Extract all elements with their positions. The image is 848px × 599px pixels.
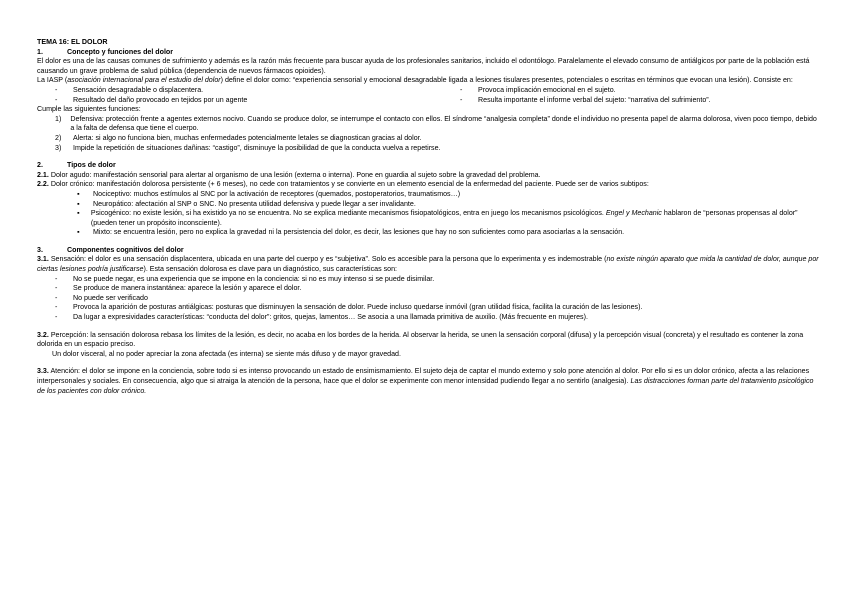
s3-2-paragraph: 3.2. Percepción: la sensación dolorosa rebasa los límites de la lesión, es decir, no acaba en los bordes de la herida. Al observar la herida, se unen la sensación corporal (difusa) y la percepción visual (concreta) y el resultado es contener la zona dolorida en un espacio preciso. xyxy=(37,330,804,349)
list-item: ▪ Mixto: se encuentra lesión, pero no explica la gravedad ni la persistencia del dolor, es decir, las lesiones que hay no son suficientes como para asociarlas a la sensación. xyxy=(77,228,625,237)
s2-2-paragraph: 2.2. Dolor crónico: manifestación dolorosa persistente (+ 6 meses), no cede con tratamientos y se convierte en un elemento esencial de la enfermedad del paciente. Puede ser de varios subtipos: xyxy=(37,180,649,189)
list-item: - Provoca la aparición de posturas antiálgicas: posturas que disminuyen la sensación de dolor. Puede incluso quedarse inmóvil (gran utilidad física, facilita la curación de las lesiones). xyxy=(55,303,643,312)
list-item: - No puede ser verificado xyxy=(55,293,148,302)
s1-characteristics-list xyxy=(37,86,819,105)
s2-1-paragraph: 2.1. Dolor agudo: manifestación sensorial para alertar al organismo de una lesión (externa o interna). Pone en guardia al sujeto sobre la gravedad del problema. xyxy=(37,170,541,179)
list-item: - Resultado del daño provocado en tejidos por un agente xyxy=(55,95,248,104)
section-3-heading: 3. Componentes cognitivos del dolor xyxy=(37,245,184,254)
document-title: TEMA 16: EL DOLOR xyxy=(37,38,108,46)
list-item: - Da lugar a expresividades características: “conducta del dolor”: gritos, quejas, lamentos… Se asocia a una llamada primitiva de auxilio. (Más frecuente en mujeres). xyxy=(55,313,588,322)
section-1-heading: 1. Concepto y funciones del dolor xyxy=(37,47,174,56)
list-item: - Provoca implicación emocional en el sujeto. xyxy=(460,85,616,94)
list-item: - Resulta importante el informe verbal del sujeto: “narrativa del sufrimiento”. xyxy=(460,95,711,104)
list-item: ▪ Nociceptivo: muchos estímulos al SNC por la activación de receptores (quemados, postoperatorios, traumatismos…) xyxy=(77,189,461,198)
list-item: - Se produce de manera instantánea: aparece la lesión y aparece el dolor. xyxy=(55,284,302,293)
s1-paragraph-1: El dolor es una de las causas comunes de sufrimiento y además es la razón más frecuente para buscar ayuda de los profesionales sanitarios, incluido el odontólogo. Paralelamente el elevado consumo de antiálgicos por parte de la población está causando un grave problema de salud pública (dependencia de nuevos fármacos opioides). xyxy=(37,57,810,75)
s3-2-paragraph-b: Un dolor visceral, al no poder apreciar la zona afectada (es interna) se siente más difuso y de mayor gravedad. xyxy=(52,349,401,358)
list-item: ▪ Psicogénico: no existe lesión, si ha existido ya no se encuentra. No se explica mediante mecanismos fisiopatológicos, entra en juego los mecanismos psicológicos. Engel y Mechanic hablaron de “personas propensas al dolor” (pueden tener un propósito inconsciente). xyxy=(77,209,798,227)
s3-characteristics-list xyxy=(37,275,819,323)
list-item: 1) Defensiva: protección frente a agentes externos nocivo. Cuando se produce dolor, se interrumpe el contacto con ellos. El síndrome “analgesia completa” donde el individuo no presenta papel de alarma dolorosa, viven poco tiempo, debido a la falta de defensa que tiene el cuerpo. xyxy=(55,114,817,133)
s2-subtypes-list xyxy=(37,190,819,238)
list-item: 3) Impide la repetición de situaciones dañinas: “castigo”, disminuye la posibilidad de que la conducta vuelva a repetirse. xyxy=(55,143,441,152)
section-2-heading: 2. Tipos de dolor xyxy=(37,161,116,170)
list-item: 2) Alerta: si algo no funciona bien, muchas enfermedades potencialmente letales se diagnostican gracias al dolor. xyxy=(55,133,422,142)
s3-1-paragraph: 3.1. Sensación: el dolor es una sensación displacentera, ubicada en una parte del cuerpo y es “subjetiva”. Solo es accesible para la persona que lo experimenta y es indemostrable (no existe ningún aparato que mida la cantidad de dolor, aunque por ciertas lesiones podría justificarse). Esta sensación dolorosa es clave para un diagnóstico, sus características son: xyxy=(37,255,819,274)
s1-functions-intro: Cumple las siguientes funciones: xyxy=(37,105,141,114)
s3-3-paragraph: 3.3. Atención: el dolor se impone en la conciencia, sobre todo si es intenso provocando un estado de ensimismamiento. El sujeto deja de captar el mundo externo y solo pone atención al dolor. Por ello si es un dolor crónico, afecta a las relaciones interpersonales y sociales. En consecuencia, algo que si atraiga la atención de la persona, hace que el dolor se experimente con menor intensidad pudiendo llegar a no sentirlo (analgesia). Las distracciones forman parte del tratamiento psicológico de los pacientes con dolor crónico. xyxy=(37,367,814,395)
list-item: - No se puede negar, es una experiencia que se impone en la conciencia: si no es muy intenso si se puede disimilar. xyxy=(55,274,435,283)
s1-functions-list xyxy=(37,115,819,153)
s1-paragraph-2: La IASP (asociación internacional para el estudio del dolor) define el dolor como: “experiencia sensorial y emocional desagradable ligada a lesiones tisulares presentes, potenciales o escritas en términos que evocan una lesión). Consiste en: xyxy=(37,76,793,85)
document-page xyxy=(37,38,819,396)
list-item: - Sensación desagradable o displacentera. xyxy=(55,85,204,94)
list-item: ▪ Neuropático: afectación al SNP o SNC. No presenta utilidad defensiva y puede llegar a ser invalidante. xyxy=(77,199,416,208)
